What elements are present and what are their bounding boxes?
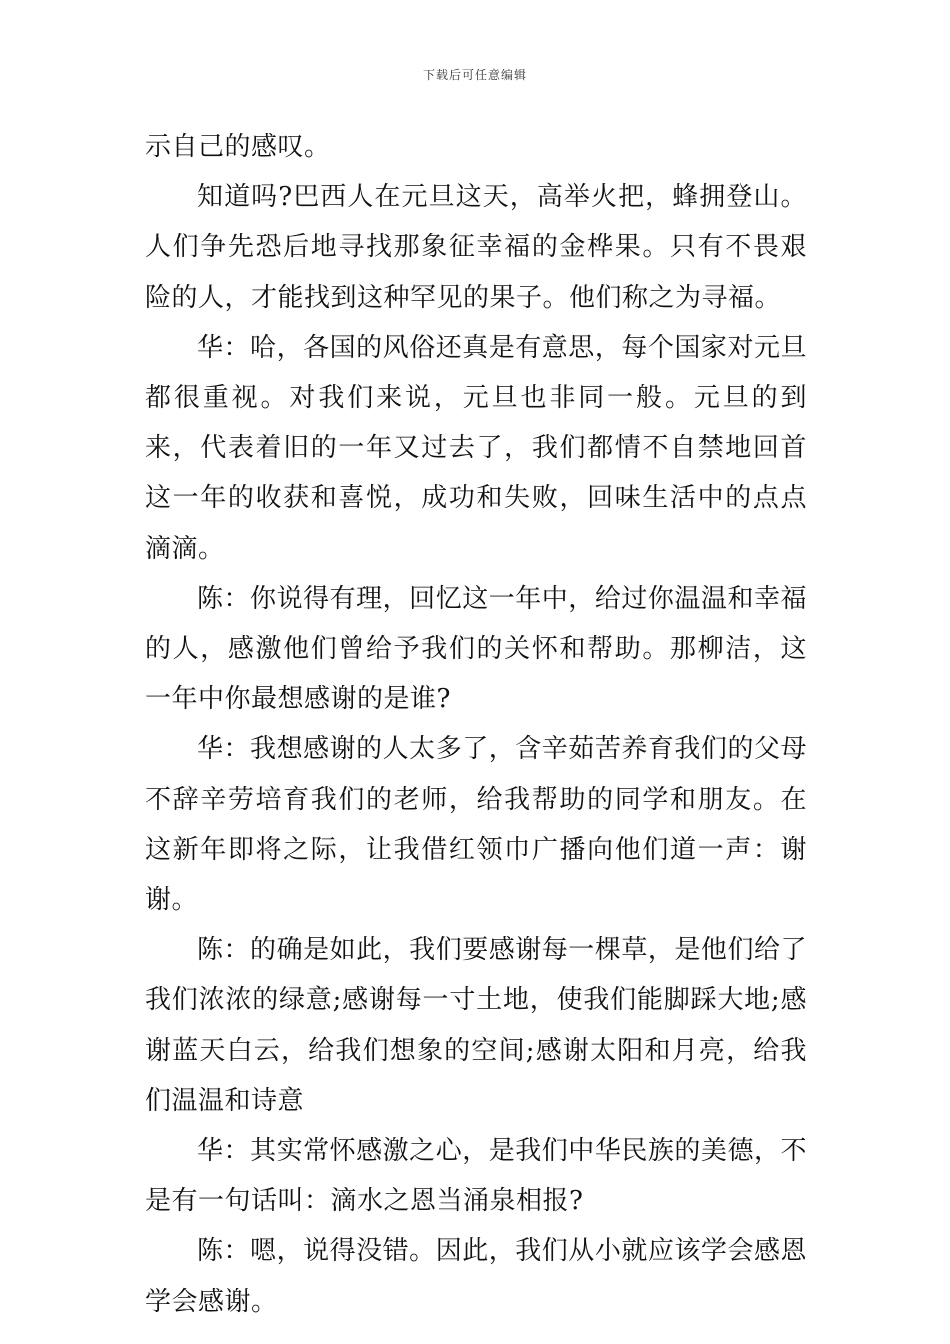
paragraph-hua-new-year: 华：哈，各国的风俗还真是有意思，每个国家对元旦都很重视。对我们来说，元旦也非同一般。元旦的到来，代表着旧的一年又过去了，我们都情不自禁地回首这一年的收获和喜悦，成功和失败，回味生活中的点点滴滴。 xyxy=(145,332,807,564)
paragraph-hua-thanks: 华：我想感谢的人太多了，含辛茹苦养育我们的父母不辞辛劳培育我们的老师，给我帮助的同学和朋友。在这新年即将之际，让我借红领巾广播向他们道一声：谢谢。 xyxy=(145,734,807,916)
paragraph-chen-gratitude: 陈：的确是如此，我们要感谢每一棵草，是他们给了我们浓浓的绿意;感谢每一寸土地，使我们能脚踩大地;感谢蓝天白云，给我们想象的空间;感谢太阳和月亮，给我们温温和诗意 xyxy=(145,935,807,1116)
paragraph-hua-virtue: 华：其实常怀感激之心，是我们中华民族的美德，不是有一句话叫：滴水之恩当涌泉相报? xyxy=(145,1136,807,1217)
header-note: 下载后可任意编辑 xyxy=(422,68,527,82)
document-body xyxy=(145,122,807,1327)
paragraph-chen-conclusion: 陈：嗯，说得没错。因此，我们从小就应该学会感恩学会感谢。 xyxy=(145,1236,807,1317)
paragraph-continuation: 示自己的感叹。 xyxy=(145,132,331,162)
paragraph-chen-recall: 陈：你说得有理，回忆这一年中，给过你温温和幸福的人，感激他们曾给予我们的关怀和帮助。那柳洁，这一年中你最想感谢的是谁? xyxy=(145,583,807,715)
paragraph-brazil-custom: 知道吗?巴西人在元旦这天，高举火把，蜂拥登山。人们争先恐后地寻找那象征幸福的金桦果。只有不畏艰险的人，才能找到这种罕见的果子。他们称之为寻福。 xyxy=(145,182,807,313)
